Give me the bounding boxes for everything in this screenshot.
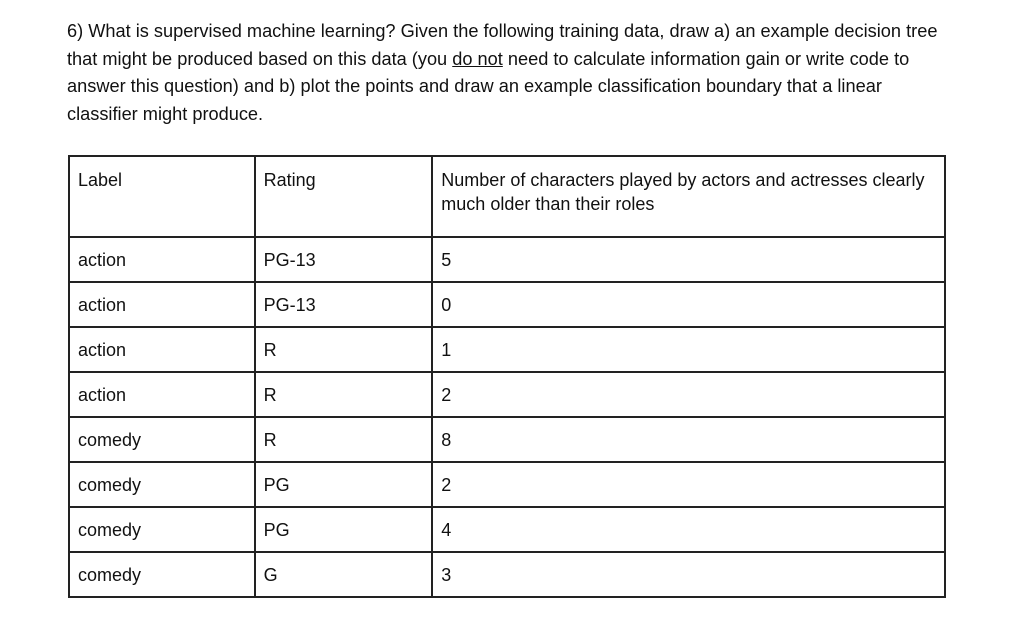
cell-label: comedy [69,552,255,597]
table-row [69,282,945,327]
table-row [69,552,945,597]
cell-rating: R [255,372,433,417]
header-rating: Rating [255,156,433,237]
cell-label: action [69,282,255,327]
cell-num-characters: 5 [432,237,945,282]
training-data-table [68,155,946,598]
header-num-characters: Number of characters played by actors and actresses clearly much older than their roles [432,156,945,237]
cell-num-characters: 2 [432,372,945,417]
cell-num-characters: 0 [432,282,945,327]
question-text-part1: 6) What is supervised machine learning? Given the following training data, draw a) an example decision tree that might be produced based on this data (you [67,21,938,69]
table-row [69,327,945,372]
question-text [67,18,947,128]
table-header-row [69,156,945,237]
cell-rating: PG-13 [255,282,433,327]
header-label: Label [69,156,255,237]
cell-label: comedy [69,462,255,507]
table-row [69,507,945,552]
cell-label: action [69,237,255,282]
cell-rating: PG-13 [255,237,433,282]
cell-num-characters: 4 [432,507,945,552]
cell-num-characters: 1 [432,327,945,372]
cell-rating: PG [255,462,433,507]
cell-rating: G [255,552,433,597]
cell-label: comedy [69,417,255,462]
cell-num-characters: 2 [432,462,945,507]
table-row [69,417,945,462]
table-row [69,237,945,282]
cell-label: action [69,327,255,372]
question-text-part2: need to calculate information gain or write code to answer this question) and b) plot the points and draw an example classification boundary that a linear classifier might produce. [67,48,910,124]
cell-rating: R [255,327,433,372]
table-row [69,372,945,417]
cell-label: comedy [69,507,255,552]
table-row [69,462,945,507]
cell-label: action [69,372,255,417]
cell-rating: R [255,417,433,462]
cell-num-characters: 3 [432,552,945,597]
cell-num-characters: 8 [432,417,945,462]
question-text-underlined: do not [452,48,503,69]
cell-rating: PG [255,507,433,552]
